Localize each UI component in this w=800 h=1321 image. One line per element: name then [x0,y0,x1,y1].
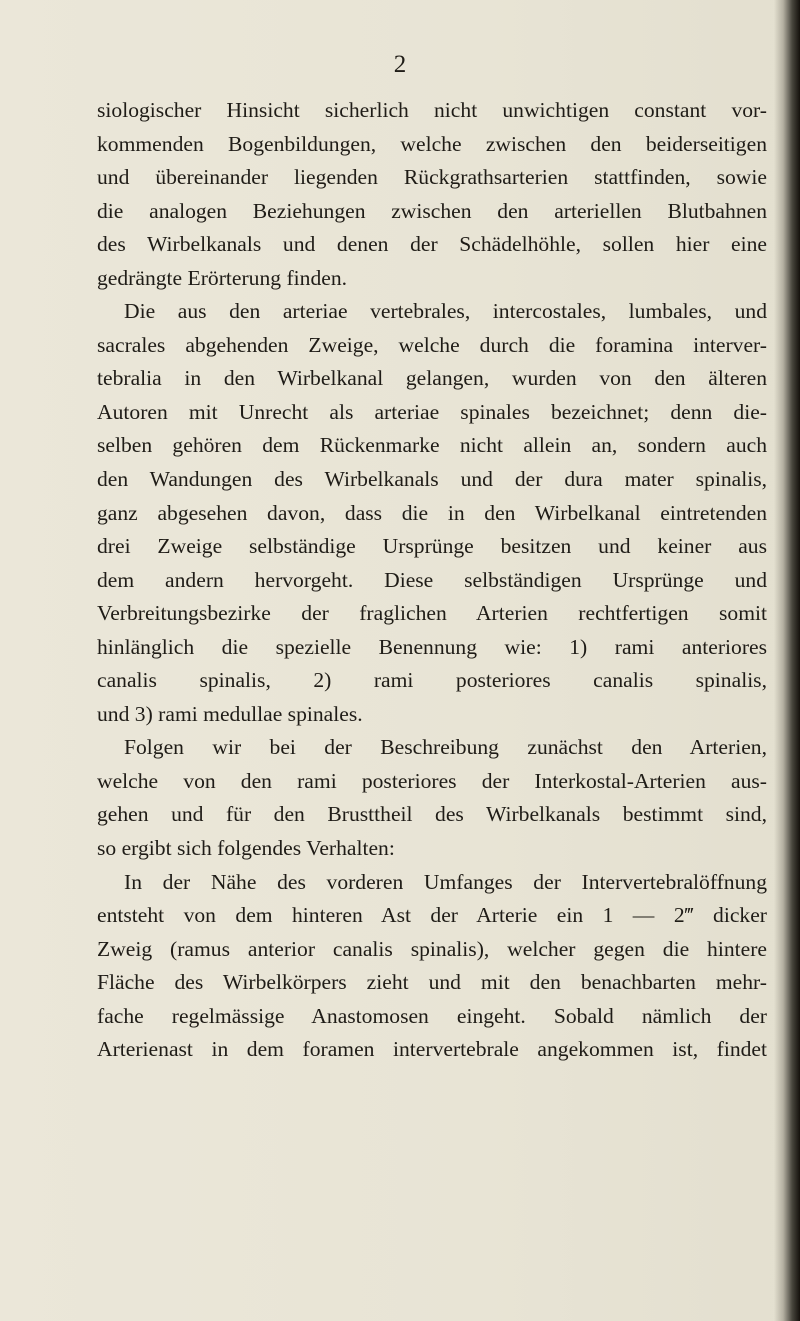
text-line: canalis spinalis, 2) rami posteriores canalis spinalis, [97,668,767,693]
text-line: den Wandungen des Wirbelkanals und der dura mater spinalis, [97,467,767,492]
text-line: tebralia in den Wirbelkanal gelangen, wurden von den älteren [97,366,767,391]
text-line: welche von den rami posteriores der Interkostal-Arterien aus- [97,768,767,793]
text-line: selben gehören dem Rückenmarke nicht allein an, sondern auch [97,433,767,458]
text-line: hinlänglich die spezielle Benennung wie: 1) rami anteriores [97,634,767,659]
text-line: Verbreitungsbezirke der fraglichen Arterien rechtfertigen somit [97,601,767,626]
text-line: Autoren mit Unrecht als arteriae spinales bezeichnet; denn die- [97,399,767,424]
text-line: gehen und für den Brusttheil des Wirbelkanals bestimmt sind, [97,802,767,827]
text-line: siologischer Hinsicht sicherlich nicht unwichtigen constant vor- [97,98,767,122]
text-line: drei Zweige selbständige Ursprünge besitzen und keiner aus [97,534,767,559]
text-line: und übereinander liegenden Rückgrathsarterien stattfinden, sowie [97,165,767,190]
text-line: Fläche des Wirbelkörpers zieht und mit den benachbarten mehr- [97,970,767,995]
text-line: des Wirbelkanals und denen der Schädelhöhle, sollen hier eine [97,232,767,257]
text-line: fache regelmässige Anastomosen eingeht. Sobald nämlich der [97,1003,767,1028]
text-line: die analogen Beziehungen zwischen den arteriellen Blutbahnen [97,198,767,223]
text-line: Die aus den arteriae vertebrales, intercostales, lumbales, und [124,299,767,324]
binding-edge-shadow [774,0,800,1321]
text-line: Zweig (ramus anterior canalis spinalis), welcher gegen die hintere [97,936,767,961]
text-line: gedrängte Erörterung finden. [97,265,348,290]
body-text [97,94,767,1067]
text-line: dem andern hervorgeht. Diese selbständigen Ursprünge und [97,567,767,592]
text-line: Arterienast in dem foramen intervertebrale angekommen ist, findet [97,1037,767,1062]
text-line: sacrales abgehenden Zweige, welche durch die foramina interver- [97,332,767,357]
text-line: ganz abgesehen davon, dass die in den Wirbelkanal eintretenden [97,500,767,525]
text-line: entsteht von dem hinteren Ast der Arterie ein 1 — 2‴ dicker [97,903,767,928]
text-line: und 3) rami medullae spinales. [97,701,363,726]
text-line: so ergibt sich folgendes Verhalten: [97,836,395,861]
text-line: In der Nähe des vorderen Umfanges der Intervertebralöffnung [124,869,767,894]
text-line: Folgen wir bei der Beschreibung zunächst den Arterien, [124,735,767,760]
text-line: kommenden Bogenbildungen, welche zwischen den beiderseitigen [97,131,767,156]
page-number: 2 [393,51,407,78]
